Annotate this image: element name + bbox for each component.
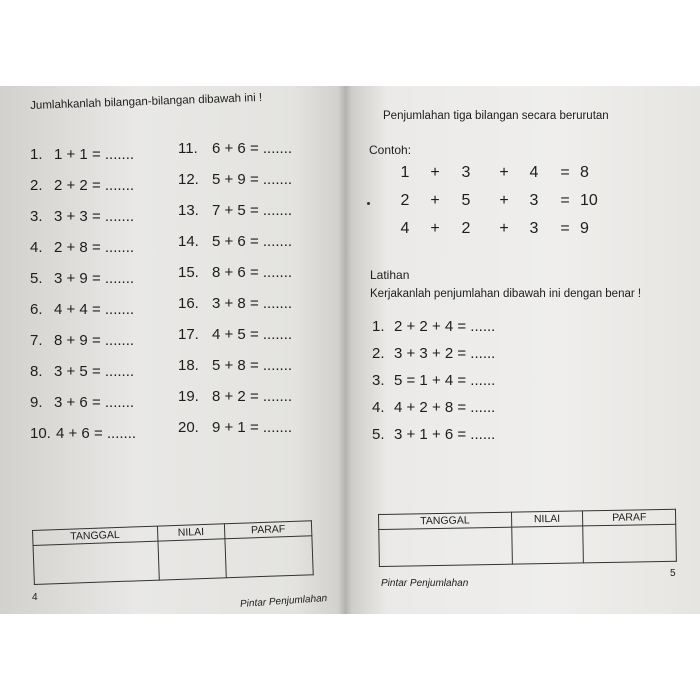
exercise-expression: 9 + 1 = ....... [212,419,293,436]
exercise-row [30,208,136,239]
equals-sign: = [560,192,570,209]
nilai-cell[interactable] [158,539,227,580]
example-result: 10 [580,192,598,209]
example-term: 4 [529,164,539,181]
exercise-number: 6. [30,301,43,318]
exercise-row [178,171,292,202]
exercise-number: 2. [30,177,43,194]
practice-number: 2. [372,345,385,362]
practice-row [372,345,495,372]
left-page-heading: Jumlahkanlah bilangan-bilangan dibawah ini ! [30,91,263,112]
exercise-expression: 7 + 5 = ....... [212,202,293,219]
exercise-expression: 3 + 3 = ....... [54,208,135,225]
exercise-expression: 6 + 6 = ....... [212,140,293,157]
exercise-number: 11. [178,140,198,157]
example-term: 1 [400,164,410,181]
exercise-expression: 8 + 2 = ....... [212,388,293,405]
practice-number: 1. [372,318,385,335]
exercise-row [30,425,136,456]
practice-expression: 2 + 2 + 4 = ...... [394,318,496,335]
exercise-row [30,239,136,270]
exercise-number: 14. [178,233,199,250]
exercise-row [178,357,292,388]
exercise-row [30,301,136,332]
exercise-row [178,388,292,419]
exercise-row [30,394,136,425]
exercise-number: 19. [178,388,199,405]
equals-sign: = [560,164,570,181]
plus-sign: + [430,220,440,237]
footer-title-right: Pintar Penjumlahan [381,578,469,589]
paraf-cell[interactable] [225,536,313,578]
example-term: 3 [461,164,471,181]
instruction-text: Kerjakanlah penjumlahan dibawah ini dengan benar ! [370,288,642,300]
example-term: 5 [461,192,471,209]
practice-expression: 3 + 1 + 6 = ...... [394,426,496,443]
exercise-column-a [30,146,136,456]
exercise-expression: 5 + 6 = ....... [212,233,293,250]
page-number-left: 4 [32,592,38,603]
example-term: 3 [529,220,539,237]
practice-expression: 5 = 1 + 4 = ...... [394,372,496,389]
exercise-row [178,295,292,326]
nilai-header: NILAI [511,511,583,527]
paraf-header: PARAF [583,509,676,526]
exercise-number: 15. [178,264,199,281]
tanggal-cell[interactable] [379,527,512,566]
tanggal-header: TANGGAL [33,526,158,545]
exercise-row [30,363,136,394]
plus-sign: + [430,192,440,209]
exercise-expression: 3 + 9 = ....... [54,270,135,287]
practice-expression: 3 + 3 + 2 = ...... [394,345,496,362]
example-result: 8 [580,164,589,181]
exercise-number: 12. [178,171,199,188]
exercise-expression: 3 + 6 = ....... [54,394,135,411]
grade-table-left [32,520,314,585]
right-page-heading: Penjumlahan tiga bilangan secara berurutan [383,110,609,122]
plus-sign: + [499,220,509,237]
practice-row [372,399,495,426]
exercise-expression: 3 + 8 = ....... [212,295,293,312]
latihan-label: Latihan [370,268,410,282]
equals-sign: = [560,220,570,237]
exercise-expression: 1 + 1 = ....... [54,146,135,163]
exercise-row [30,146,136,177]
exercise-number: 7. [30,332,43,349]
practice-row [372,318,495,345]
exercise-expression: 2 + 2 = ....... [54,177,135,194]
practice-row [372,372,495,399]
book-spine [338,86,352,614]
bullet-dot [367,202,370,205]
exercise-column-b [178,140,292,450]
exercise-expression: 8 + 9 = ....... [54,332,135,349]
exercise-row [178,326,292,357]
exercise-expression: 4 + 5 = ....... [212,326,293,343]
exercise-expression: 5 + 8 = ....... [212,357,293,374]
exercise-expression: 5 + 9 = ....... [212,171,293,188]
exercise-expression: 3 + 5 = ....... [54,363,135,380]
page-number-right: 5 [670,568,676,579]
exercise-row [178,233,292,264]
example-term: 2 [461,220,471,237]
exercise-expression: 4 + 4 = ....... [54,301,135,318]
exercise-row [30,177,136,208]
exercise-number: 20. [178,419,199,436]
nilai-cell[interactable] [511,526,583,564]
practice-number: 5. [372,426,385,443]
exercise-row [178,202,292,233]
plus-sign: + [499,164,509,181]
example-term: 4 [400,220,410,237]
exercise-row [30,270,136,301]
exercise-number: 3. [30,208,43,225]
exercise-row [30,332,136,363]
paraf-header: PARAF [224,521,312,539]
exercise-expression: 4 + 6 = ....... [56,425,137,442]
tanggal-header: TANGGAL [379,512,512,529]
practice-row [372,426,495,453]
exercise-number: 8. [30,363,43,380]
exercise-number: 13. [178,202,199,219]
example-term: 2 [400,192,410,209]
plus-sign: + [430,164,440,181]
tanggal-cell[interactable] [33,541,159,584]
exercise-number: 1. [30,146,43,163]
exercise-row [178,140,292,171]
exercise-number: 18. [178,357,199,374]
exercise-number: 16. [178,295,199,312]
contoh-label: Contoh: [369,143,412,157]
exercise-expression: 8 + 6 = ....... [212,264,293,281]
example-result: 9 [580,220,589,237]
exercise-row [178,264,292,295]
exercise-expression: 2 + 8 = ....... [54,239,135,256]
practice-expression: 4 + 2 + 8 = ...... [394,399,496,416]
plus-sign: + [499,192,509,209]
exercise-number: 5. [30,270,43,287]
exercise-number: 4. [30,239,43,256]
exercise-number: 9. [30,394,43,411]
exercise-number: 17. [178,326,199,343]
grade-table-right [378,509,677,567]
example-term: 3 [529,192,539,209]
exercise-number: 10. [30,425,51,442]
practice-number: 3. [372,372,385,389]
paraf-cell[interactable] [583,524,676,563]
nilai-header: NILAI [157,524,225,541]
practice-number: 4. [372,399,385,416]
practice-list [372,318,495,453]
exercise-row [178,419,292,450]
footer-title-left: Pintar Penjumlahan [239,592,328,611]
